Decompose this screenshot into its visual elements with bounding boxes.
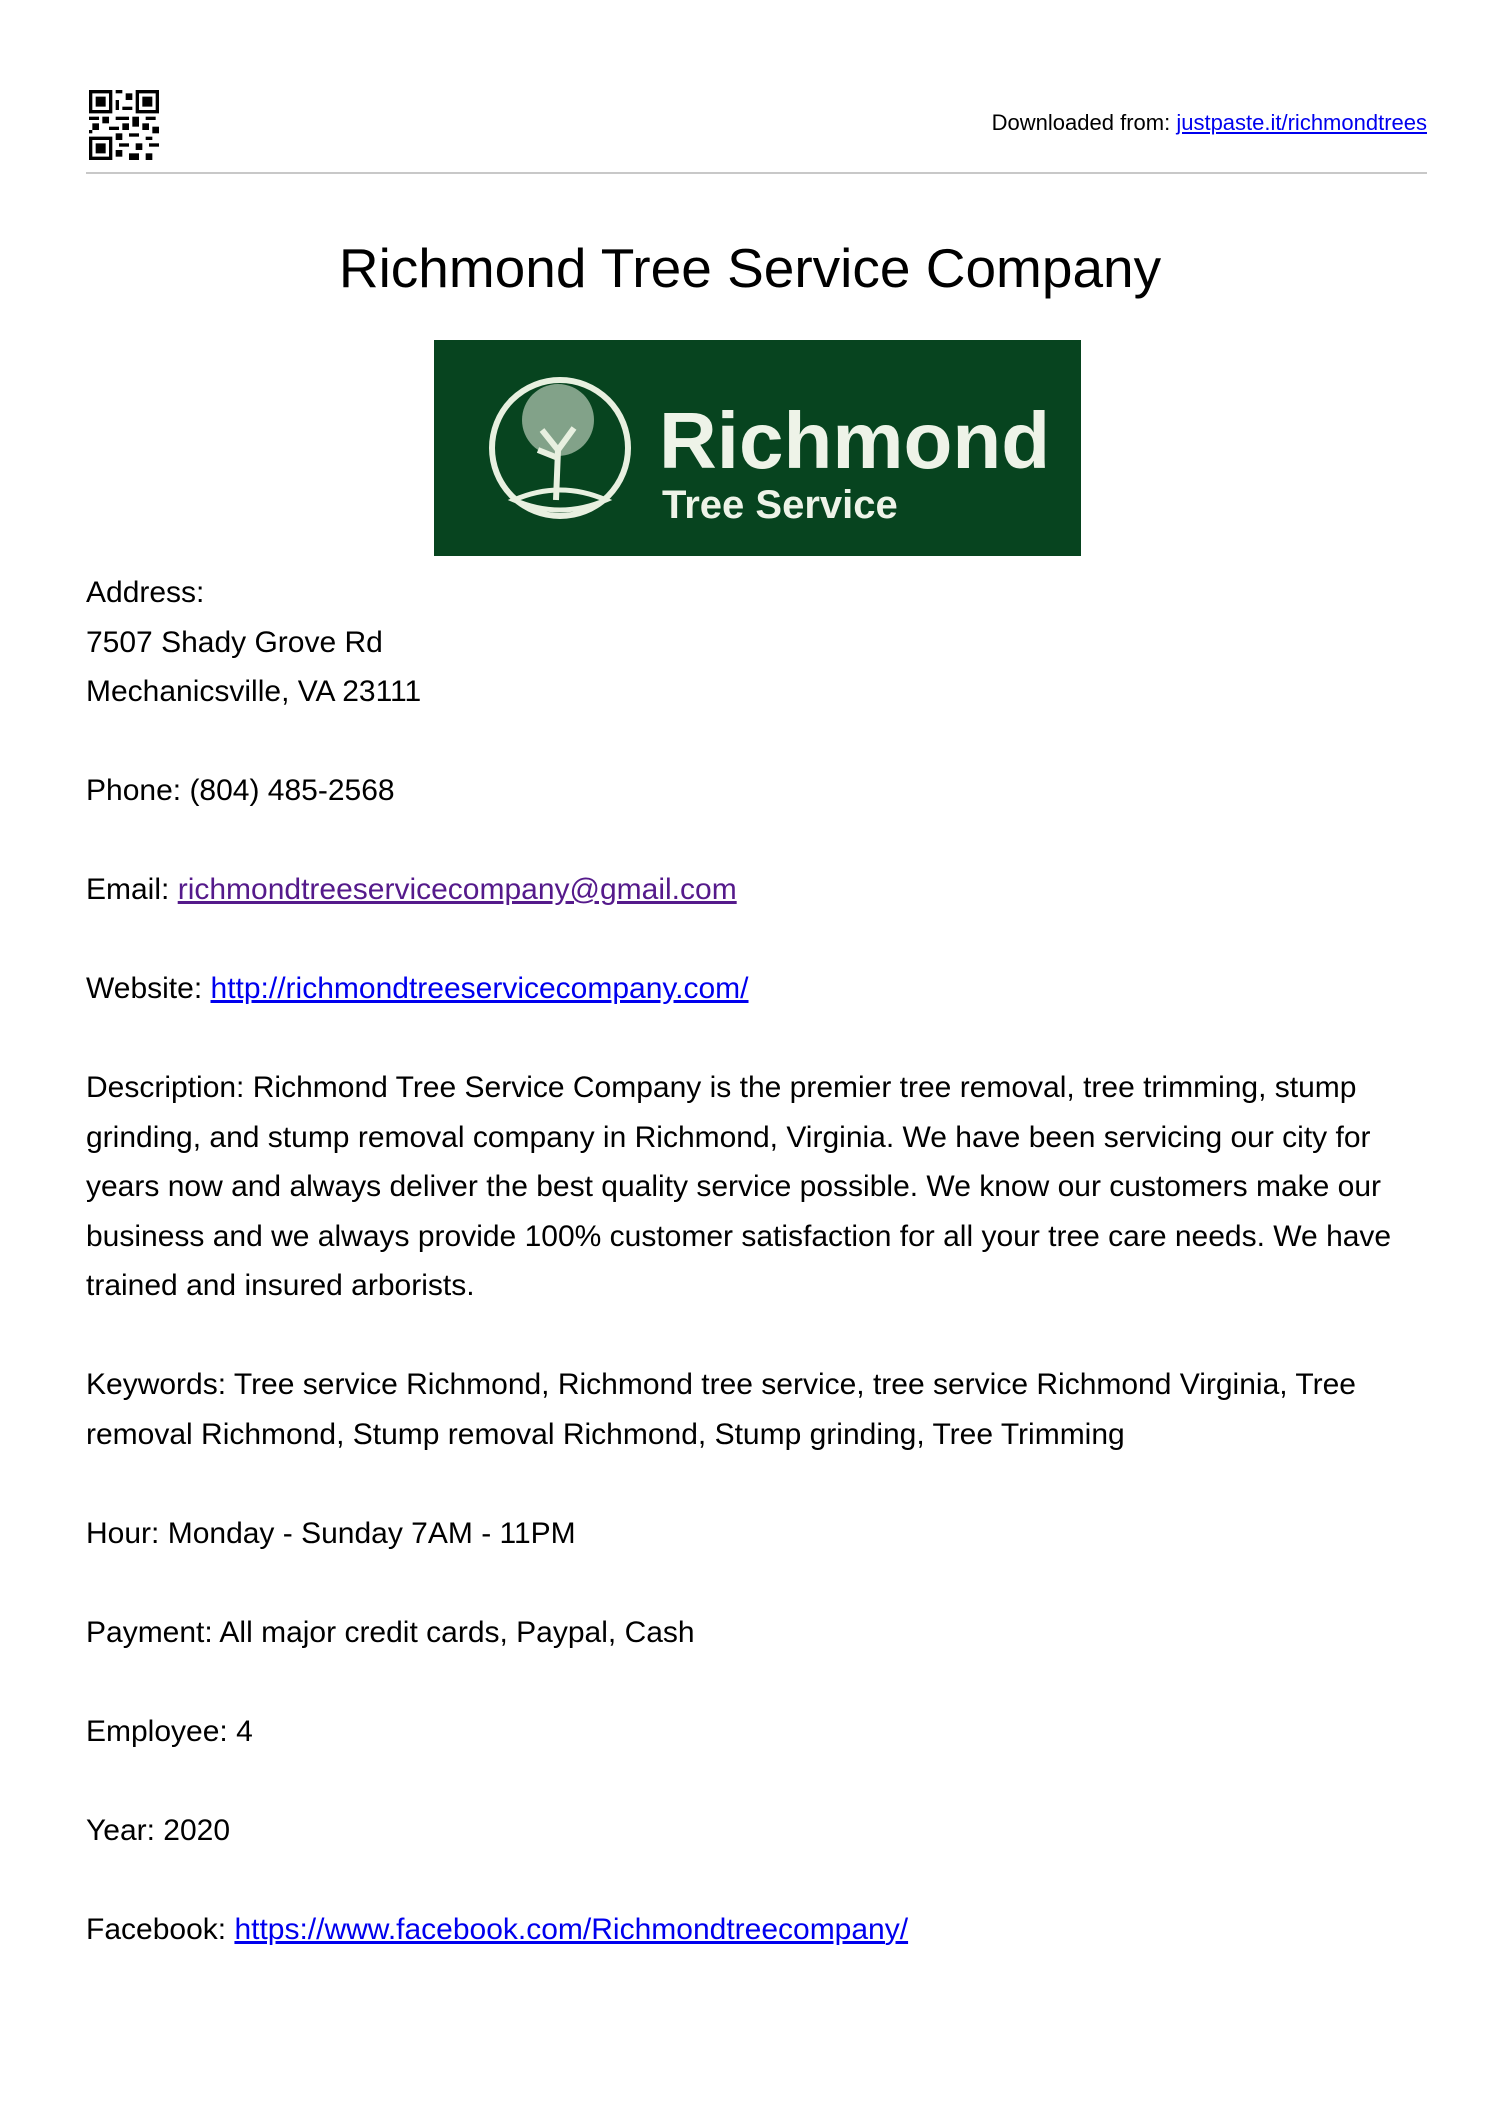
- hour-label: Hour:: [86, 1516, 160, 1550]
- payment-value: All major credit cards, Paypal, Cash: [219, 1615, 695, 1649]
- website-row: [86, 964, 1431, 1014]
- hour-row: [86, 1509, 1431, 1559]
- hour-value: Monday - Sunday 7AM - 11PM: [167, 1516, 576, 1550]
- website-link[interactable]: http://richmondtreeservicecompany.com/: [210, 972, 749, 1005]
- page-title: Richmond Tree Service Company: [338, 237, 1162, 299]
- downloaded-label: Downloaded from:: [991, 110, 1171, 135]
- address-line1: 7507 Shady Grove Rd: [86, 625, 383, 659]
- email-label: Email:: [86, 873, 170, 906]
- address-block: [86, 568, 1431, 717]
- description-label: Description:: [86, 1071, 245, 1104]
- address-label: Address:: [86, 576, 205, 609]
- qr-code-icon: [89, 90, 159, 160]
- employee-row: [86, 1707, 1431, 1757]
- payment-label: Payment:: [86, 1615, 213, 1649]
- downloaded-from: [992, 110, 1427, 136]
- company-logo: [434, 340, 1081, 556]
- year-label: Year:: [86, 1813, 155, 1847]
- facebook-row: [86, 1905, 1431, 1955]
- description-text: Richmond Tree Service Company is the premier tree removal, tree trimming, stump grinding, and stump removal company in Richmond, Virginia. We have been servicing our city for years now and always deliver the best quality service possible. We know our customers make our business and we always provide 100% customer satisfaction for all your tree care needs. We have trained and insured arborists.: [86, 1071, 1392, 1302]
- logo-name: Richmond: [659, 396, 1051, 485]
- phone-row: [86, 766, 1431, 816]
- description-row: [86, 1063, 1431, 1311]
- email-link[interactable]: richmondtreeservicecompany@gmail.com: [177, 873, 737, 906]
- facebook-label: Facebook:: [86, 1912, 227, 1946]
- phone-label: Phone:: [86, 774, 182, 807]
- year-value: 2020: [163, 1813, 231, 1847]
- employee-value: 4: [236, 1714, 253, 1748]
- keywords-row: [86, 1360, 1431, 1459]
- facebook-link[interactable]: https://www.facebook.com/Richmondtreecompany/: [234, 1912, 909, 1946]
- payment-row: [86, 1608, 1431, 1658]
- address-line2: Mechanicsville, VA 23111: [86, 675, 422, 708]
- email-row: [86, 865, 1431, 915]
- keywords-text: Tree service Richmond, Richmond tree service, tree service Richmond Virginia, Tree removal Richmond, Stump removal Richmond, Stump grinding, Tree Trimming: [86, 1368, 1356, 1451]
- logo-tagline: Tree Service: [662, 483, 898, 527]
- phone-value: (804) 485-2568: [189, 774, 395, 807]
- tree-logo-icon: [434, 340, 1081, 556]
- employee-label: Employee:: [86, 1714, 228, 1748]
- website-label: Website:: [86, 972, 203, 1005]
- year-row: [86, 1806, 1431, 1856]
- source-link[interactable]: justpaste.it/richmondtrees: [1176, 110, 1427, 135]
- company-details: [86, 568, 1431, 2004]
- keywords-label: Keywords:: [86, 1368, 227, 1401]
- header-divider: [86, 172, 1427, 174]
